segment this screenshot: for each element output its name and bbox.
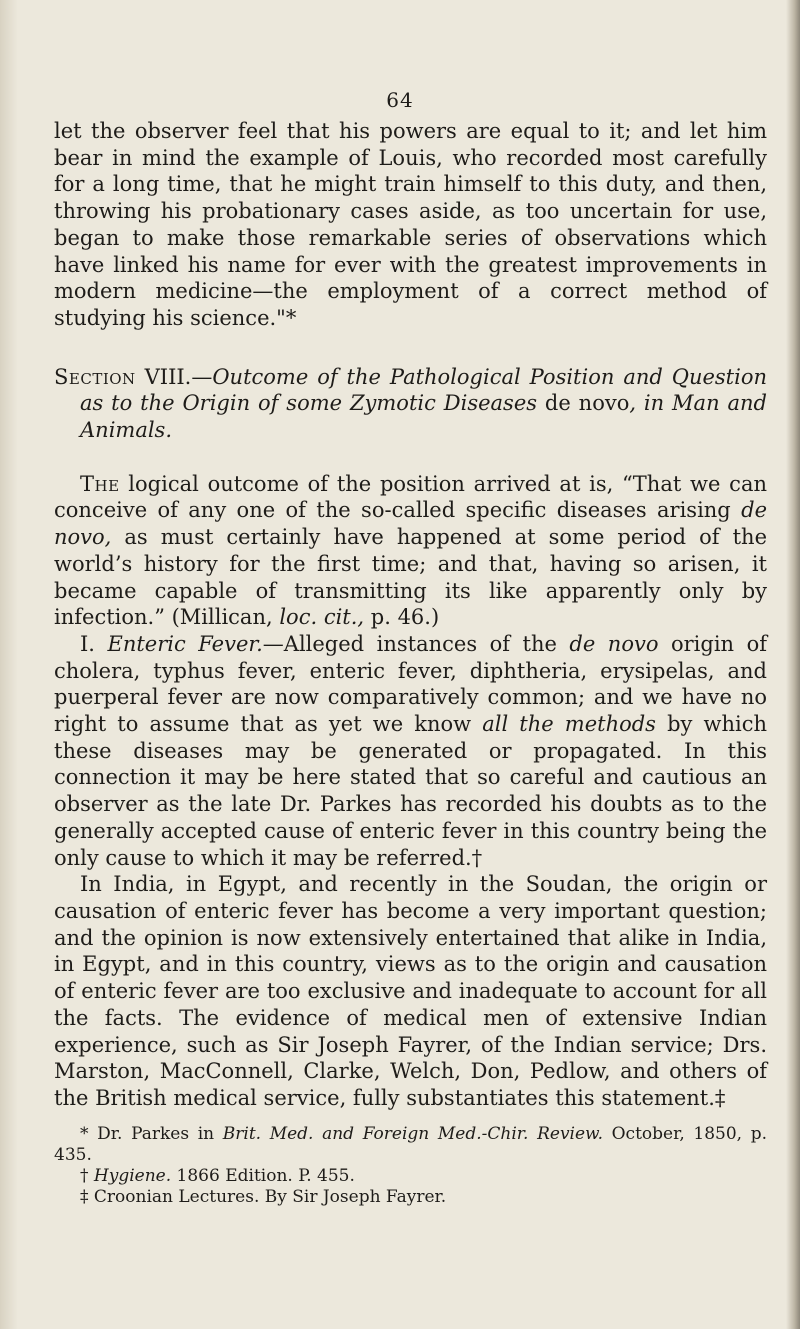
footnote-1 (54, 1124, 767, 1166)
subsection-title: Enteric Fever. (107, 631, 263, 656)
paragraph-text: —Alleged instances of the (262, 631, 570, 656)
page-body (54, 118, 767, 1208)
section-title-latin: de novo (537, 391, 630, 416)
page-number: 64 (386, 88, 414, 112)
footnote-text: * Dr. Parkes in (80, 1123, 223, 1144)
footnote-3: ‡ Croonian Lectures. By Sir Joseph Fayrer. (80, 1186, 447, 1207)
footnote-italic: Hygiene. (93, 1165, 172, 1186)
paragraph-logical-outcome (54, 471, 767, 631)
section-subtitle: , in Man and Animals. (80, 391, 767, 443)
footnote-2 (54, 1166, 767, 1187)
paragraph-text: logical outcome of the position arrived at is, “That we can conceive of any one of the so-called specific diseases arising (54, 471, 767, 523)
section-title: Outcome of the Pathological Position and Question as to the Origin of some Zymotic Diseases (80, 364, 768, 416)
section-heading (54, 364, 767, 444)
paragraph-italic: all the methods (482, 712, 656, 737)
section-number: VIII.— (135, 364, 213, 389)
section-label: Section (54, 364, 136, 389)
paragraph-text: as must certainly have happened at some period of the world’s history for the first time; and that, having so arisen, it became capable of transmitting its like apparently only by infection.” (Millican, (54, 525, 767, 630)
paragraph-italic: loc. cit., (279, 605, 365, 630)
footnote-text: 1866 Edition. P. 455. (171, 1165, 355, 1186)
paragraph-italic: de novo (569, 631, 659, 656)
page-left-shadow (0, 0, 18, 1329)
footnotes (54, 1124, 767, 1208)
paragraph-india-egypt: In India, in Egypt, and recently in the Soudan, the origin or causation of enteric fever has become a very important question; and the opinion is now extensively entertained that alike in India, in Egypt, and in this country, views as to the origin and causation of enteric fever are too exclusive and inadequate to account for all the facts. The evidence of medical men of extensive Indian experience, such as Sir Joseph Fayrer, of the Indian service; Drs. Marston, MacConnell, Clarke, Welch, Don, Pedlow, and others of the British medical service, fully substantiates this statement.‡ (54, 872, 767, 1110)
paragraph-text: origin of cholera, typhus fever, enteric fever, diphtheria, erysipelas, and puerperal fever are now comparatively common; and we have no right to assume that as yet we know (54, 631, 767, 737)
paragraph-enteric-fever (54, 631, 767, 871)
paragraph-text: by which these diseases may be generated or propagated. In this connection it may be here stated that so careful and cautious an observer as the late Dr. Parkes has recorded his doubts as to the generally accepted cause of enteric fever in this country being the only cause to which it may be referred.† (54, 712, 767, 870)
footnote-text: October, 1850, p. 435. (54, 1123, 767, 1165)
page-right-edge (786, 0, 800, 1329)
footnote-text: † (80, 1165, 94, 1186)
paragraph-italic: de novo, (54, 498, 767, 550)
subsection-numeral: I. (80, 631, 108, 656)
intro-paragraph: let the observer feel that his powers are equal to it; and let him bear in mind the example of Louis, who recorded most carefully for a long time, that he might train himself to this duty, and then, throwing his probationary cases aside, as too uncertain for use, began to make those remarkable series of observations which have linked his name for ever with the greatest improvements in modern medicine—the employment of a correct method of studying his science."* (54, 119, 767, 330)
paragraph-lead-word: The (80, 471, 120, 496)
footnote-italic: Brit. Med. and Foreign Med.-Chir. Review. (222, 1123, 603, 1144)
paragraph-text: p. 46.) (364, 605, 440, 630)
